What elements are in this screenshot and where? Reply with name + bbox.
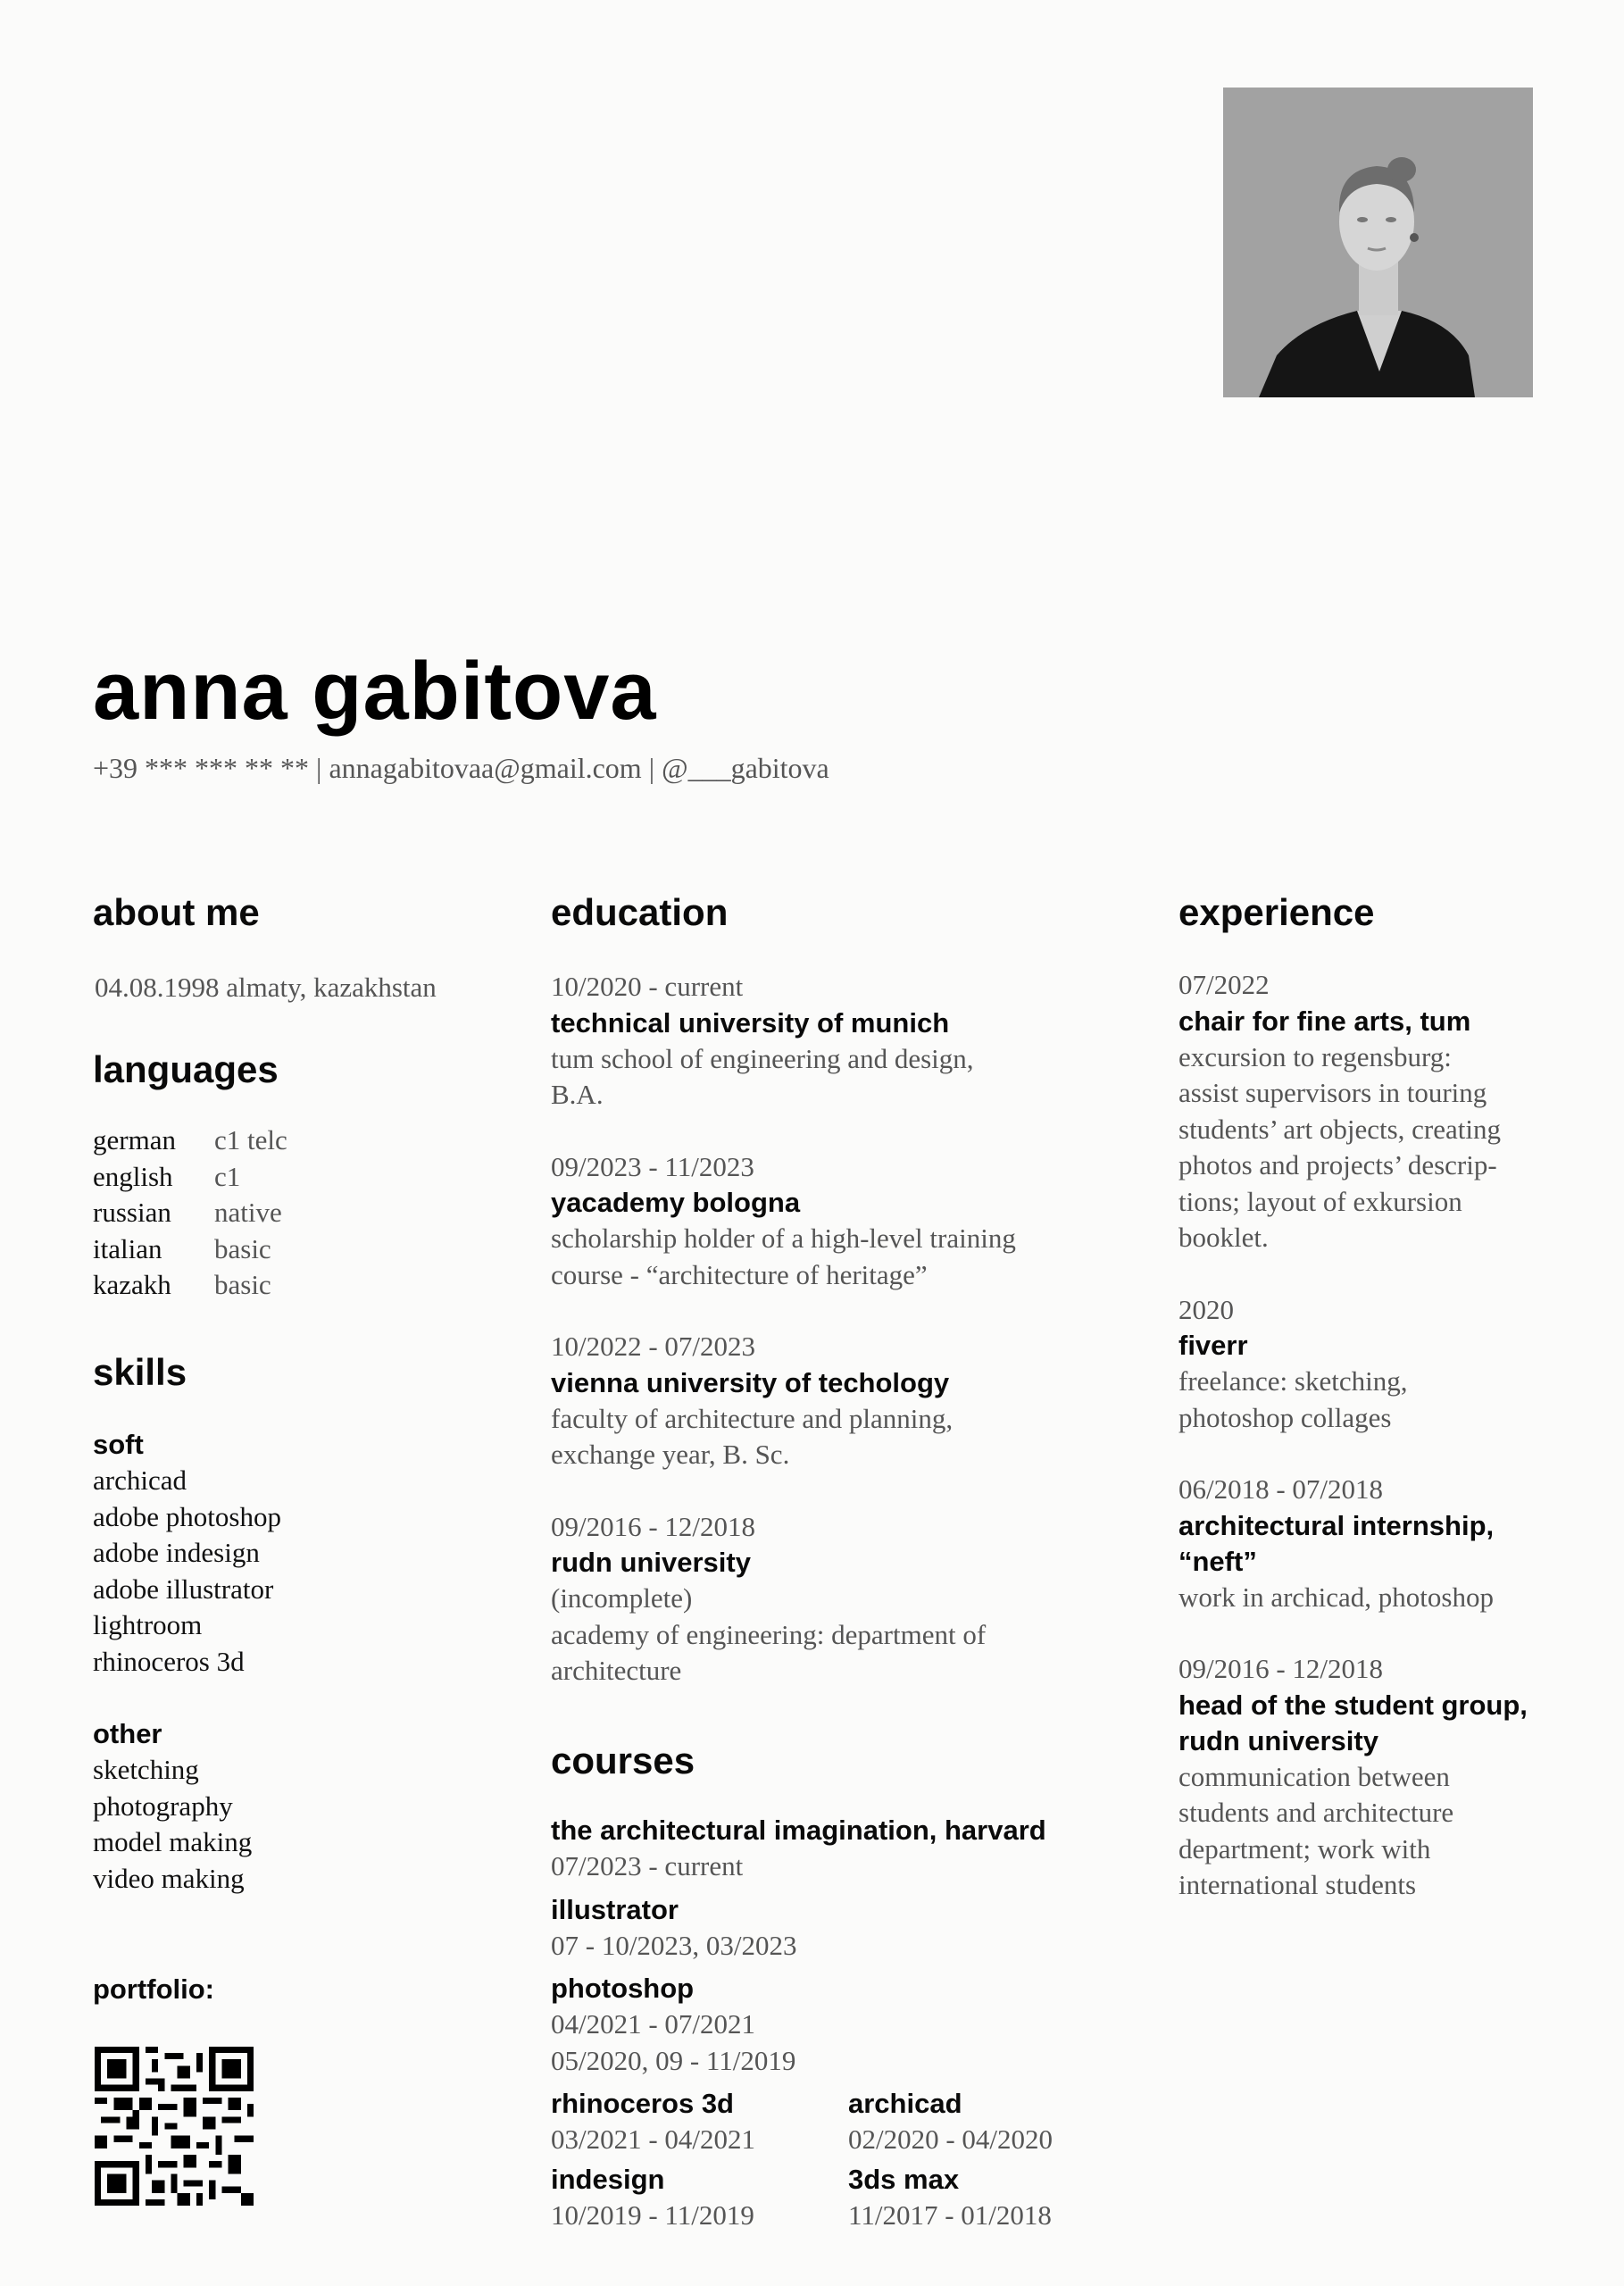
language-item bbox=[93, 1231, 287, 1268]
course-item bbox=[551, 1971, 1087, 2079]
experience-title: experience bbox=[1178, 891, 1375, 933]
course-item bbox=[848, 2162, 1116, 2234]
education-date: 10/2020 - current bbox=[551, 971, 744, 1002]
person-name: anna gabitova bbox=[93, 646, 657, 737]
experience-item bbox=[1178, 967, 1589, 1256]
experience-line: communication between bbox=[1178, 1760, 1450, 1792]
experience-title-line: “neft” bbox=[1178, 1545, 1257, 1577]
experience-date: 09/2016 - 12/2018 bbox=[1178, 1653, 1384, 1684]
courses-title: courses bbox=[551, 1740, 695, 1781]
experience-line: booklet. bbox=[1178, 1222, 1269, 1253]
experience-line: work in archicad, photoshop bbox=[1178, 1581, 1494, 1613]
language-name: italian bbox=[93, 1232, 162, 1264]
portfolio-title: portfolio: bbox=[93, 1973, 215, 2005]
course-name: indesign bbox=[551, 2163, 665, 2195]
language-item bbox=[93, 1159, 287, 1196]
experience-title-line: rudn university bbox=[1178, 1724, 1378, 1756]
experience-title-line: architectural internship, bbox=[1178, 1509, 1495, 1541]
experience-line: photos and projects’ descrip- bbox=[1178, 1149, 1497, 1181]
skills-other bbox=[93, 1716, 252, 1897]
experience-line: photoshop collages bbox=[1178, 1401, 1392, 1433]
experience-line: excursion to regensburg: bbox=[1178, 1040, 1452, 1072]
language-level: c1 bbox=[214, 1160, 241, 1192]
education-line: academy of engineering: department of bbox=[551, 1618, 987, 1650]
education-title: education bbox=[551, 891, 729, 933]
course-date: 02/2020 - 04/2020 bbox=[848, 2123, 1054, 2155]
course-name: rhinoceros 3d bbox=[551, 2088, 734, 2119]
skill-item: video making bbox=[93, 1862, 245, 1894]
qr-code-icon bbox=[95, 2047, 254, 2206]
language-level: native bbox=[214, 1197, 282, 1228]
course-date: 11/2017 - 01/2018 bbox=[848, 2198, 1052, 2231]
skill-item: sketching bbox=[93, 1754, 199, 1785]
language-item bbox=[93, 1122, 287, 1159]
skills-other-title: other bbox=[93, 1718, 162, 1749]
experience-line: freelance: sketching, bbox=[1178, 1365, 1408, 1397]
courses-grid bbox=[551, 2086, 1087, 2233]
skill-item: model making bbox=[93, 1826, 253, 1857]
education-item bbox=[551, 969, 1051, 1114]
course-name: 3ds max bbox=[848, 2163, 960, 2195]
language-level: basic bbox=[214, 1269, 271, 1300]
skill-item: rhinoceros 3d bbox=[93, 1645, 245, 1677]
education-line: tum school of engineering and design, bbox=[551, 1042, 974, 1074]
courses-list bbox=[551, 1813, 1087, 2233]
education-line: faculty of architecture and planning, bbox=[551, 1402, 954, 1434]
skills-soft-title: soft bbox=[93, 1429, 144, 1460]
education-school: vienna university of techology bbox=[551, 1366, 950, 1398]
experience-item bbox=[1178, 1651, 1589, 1904]
education-line: scholarship holder of a high-level training bbox=[551, 1222, 1016, 1254]
language-name: english bbox=[93, 1160, 173, 1192]
language-level: basic bbox=[214, 1232, 271, 1264]
education-list bbox=[551, 969, 1051, 1725]
education-item bbox=[551, 1329, 1051, 1473]
language-item bbox=[93, 1195, 287, 1231]
education-school: technical university of munich bbox=[551, 1006, 950, 1039]
education-school: rudn university bbox=[551, 1547, 751, 1578]
course-date: 04/2021 - 07/2021 bbox=[551, 2008, 756, 2040]
course-date: 03/2021 - 04/2021 bbox=[551, 2123, 756, 2155]
education-line: architecture bbox=[551, 1655, 682, 1686]
education-line: course - “architecture of heritage” bbox=[551, 1258, 928, 1290]
education-line: B.A. bbox=[551, 1079, 604, 1110]
language-level: c1 telc bbox=[214, 1124, 287, 1156]
course-date: 07 - 10/2023, 03/2023 bbox=[551, 1929, 797, 1961]
experience-item bbox=[1178, 1292, 1589, 1437]
about-text: 04.08.1998 almaty, kazakhstan bbox=[95, 972, 437, 1003]
course-item bbox=[551, 1892, 1087, 1965]
education-line: exchange year, B. Sc. bbox=[551, 1439, 790, 1470]
experience-line: assist supervisors in touring bbox=[1178, 1077, 1487, 1108]
experience-line: tions; layout of exkursion bbox=[1178, 1185, 1462, 1217]
experience-title-line: chair for fine arts, tum bbox=[1178, 1005, 1471, 1037]
course-item bbox=[551, 2162, 848, 2234]
education-date: 10/2022 - 07/2023 bbox=[551, 1331, 756, 1362]
course-date: 07/2023 - current bbox=[551, 1850, 744, 1881]
contact-line: +39 *** *** ** ** | annagabitovaa@gmail.com | @___gabitova bbox=[93, 752, 829, 784]
course-name: the architectural imagination, harvard bbox=[551, 1815, 1046, 1846]
course-date: 10/2019 - 11/2019 bbox=[551, 2198, 754, 2231]
portfolio-qr-code[interactable] bbox=[95, 2047, 254, 2206]
experience-title-line: head of the student group, bbox=[1178, 1689, 1528, 1721]
language-name: russian bbox=[93, 1197, 171, 1228]
portrait-image bbox=[1223, 88, 1533, 397]
language-name: kazakh bbox=[93, 1269, 171, 1300]
education-item bbox=[551, 1509, 1051, 1689]
skill-item: adobe illustrator bbox=[93, 1573, 274, 1605]
education-date: 09/2016 - 12/2018 bbox=[551, 1510, 756, 1542]
education-school: yacademy bologna bbox=[551, 1187, 801, 1218]
experience-date: 2020 bbox=[1178, 1293, 1234, 1325]
about-title: about me bbox=[93, 891, 260, 933]
experience-date: 06/2018 - 07/2018 bbox=[1178, 1473, 1384, 1505]
experience-line: students and architecture bbox=[1178, 1797, 1454, 1828]
experience-line: department; work with bbox=[1178, 1832, 1431, 1865]
language-item bbox=[93, 1267, 287, 1304]
experience-title-line: fiverr bbox=[1178, 1330, 1248, 1361]
language-name: german bbox=[93, 1124, 176, 1156]
skill-item: photography bbox=[93, 1790, 233, 1822]
course-item bbox=[551, 2086, 848, 2158]
languages-title: languages bbox=[93, 1048, 279, 1090]
experience-list bbox=[1178, 967, 1589, 1940]
skill-item: lightroom bbox=[93, 1609, 203, 1640]
experience-date: 07/2022 bbox=[1178, 969, 1270, 1000]
course-item bbox=[551, 1813, 1087, 1885]
experience-line: students’ art objects, creating bbox=[1178, 1113, 1501, 1145]
experience-line: international students bbox=[1178, 1869, 1417, 1900]
education-date: 09/2023 - 11/2023 bbox=[551, 1150, 754, 1182]
course-name: archicad bbox=[848, 2088, 962, 2119]
education-line: (incomplete) bbox=[551, 1582, 693, 1614]
skill-item: archicad bbox=[93, 1464, 187, 1496]
experience-item bbox=[1178, 1472, 1589, 1615]
skills-soft bbox=[93, 1427, 281, 1680]
course-item bbox=[848, 2086, 1116, 2158]
skills-title: skills bbox=[93, 1351, 187, 1393]
profile-photo bbox=[1223, 88, 1533, 397]
skill-item: adobe indesign bbox=[93, 1537, 260, 1568]
course-name: illustrator bbox=[551, 1893, 679, 1925]
skill-item: adobe photoshop bbox=[93, 1500, 281, 1532]
education-item bbox=[551, 1149, 1051, 1294]
course-date: 05/2020, 09 - 11/2019 bbox=[551, 2044, 796, 2076]
course-name: photoshop bbox=[551, 1973, 695, 2004]
languages-list bbox=[93, 1122, 287, 1304]
